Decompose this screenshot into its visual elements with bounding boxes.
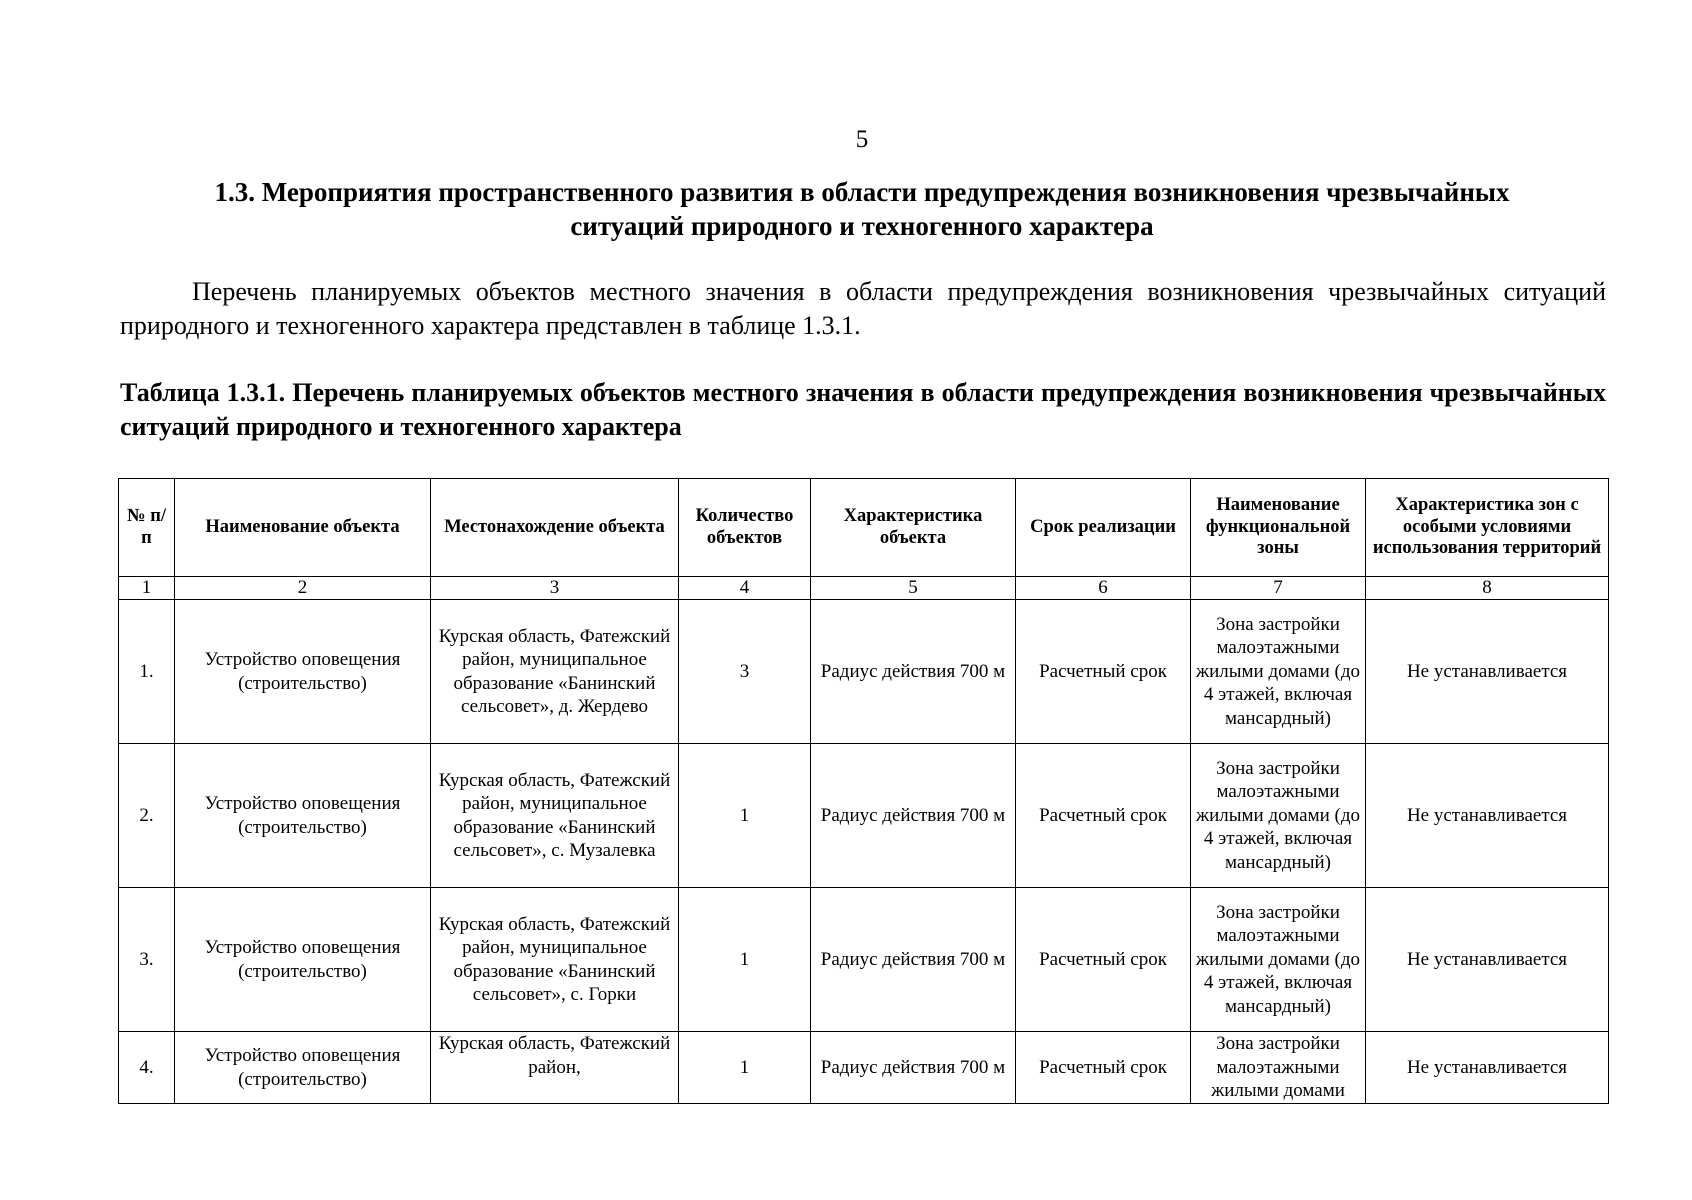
column-number-row	[119, 577, 1609, 600]
count-cell: 1	[679, 744, 811, 888]
table-row	[119, 744, 1609, 888]
location-cell: Курская область, Фатежский район, муниципальное образование «Банинский сельсовет», с. Музалевка	[431, 744, 679, 888]
zone-cell: Зона застройки малоэтажными жилыми домами (до 4 этажей, включая мансардный)	[1191, 744, 1366, 888]
column-number-cell: 8	[1366, 577, 1609, 600]
row-number-cell: 4.	[119, 1032, 175, 1104]
count-cell: 3	[679, 600, 811, 744]
objects-table	[118, 478, 1609, 1104]
table-row	[119, 600, 1609, 744]
column-number-cell: 1	[119, 577, 175, 600]
location-cell: Курская область, Фатежский район,	[431, 1032, 679, 1104]
header-cell: Наименование объекта	[175, 479, 431, 577]
section-title-line-2: ситуаций природного и техногенного характера	[570, 211, 1154, 241]
object-name-cell: Устройство оповещения (строительство)	[175, 600, 431, 744]
header-cell: Местонахождение объекта	[431, 479, 679, 577]
column-number-cell: 4	[679, 577, 811, 600]
special-zones-cell: Не устанавливается	[1366, 1032, 1609, 1104]
table-row	[119, 888, 1609, 1032]
column-number-cell: 6	[1016, 577, 1191, 600]
zone-cell: Зона застройки малоэтажными жилыми домами	[1191, 1032, 1366, 1104]
header-cell: Характеристика зон с особыми условиями использования территорий	[1366, 479, 1609, 577]
location-cell: Курская область, Фатежский район, муниципальное образование «Банинский сельсовет», с. Горки	[431, 888, 679, 1032]
characteristic-cell: Радиус действия 700 м	[811, 744, 1016, 888]
column-number-cell: 2	[175, 577, 431, 600]
header-cell: Характеристика объекта	[811, 479, 1016, 577]
intro-paragraph: Перечень планируемых объектов местного значения в области предупреждения возникновения чрезвычайных ситуаций природного и техногенного характера представлен в таблице 1.3.1.	[120, 277, 1606, 340]
special-zones-cell: Не устанавливается	[1366, 600, 1609, 744]
term-cell: Расчетный срок	[1016, 888, 1191, 1032]
section-title	[150, 175, 1574, 243]
page-number: 5	[855, 126, 869, 153]
zone-cell: Зона застройки малоэтажными жилыми домами (до 4 этажей, включая мансардный)	[1191, 888, 1366, 1032]
characteristic-cell: Радиус действия 700 м	[811, 600, 1016, 744]
column-number-cell: 3	[431, 577, 679, 600]
header-cell: № п/п	[119, 479, 175, 577]
header-cell: Срок реализации	[1016, 479, 1191, 577]
characteristic-cell: Радиус действия 700 м	[811, 888, 1016, 1032]
special-zones-cell: Не устанавливается	[1366, 744, 1609, 888]
header-cell: Количество объектов	[679, 479, 811, 577]
object-name-cell: Устройство оповещения (строительство)	[175, 744, 431, 888]
row-number-cell: 2.	[119, 744, 175, 888]
zone-cell: Зона застройки малоэтажными жилыми домами (до 4 этажей, включая мансардный)	[1191, 600, 1366, 744]
term-cell: Расчетный срок	[1016, 600, 1191, 744]
location-cell: Курская область, Фатежский район, муниципальное образование «Банинский сельсовет», д. Жердево	[431, 600, 679, 744]
section-title-line-1: 1.3. Мероприятия пространственного развития в области предупреждения возникновения чрезвычайных	[214, 177, 1510, 207]
count-cell: 1	[679, 888, 811, 1032]
row-number-cell: 1.	[119, 600, 175, 744]
table-caption: Таблица 1.3.1. Перечень планируемых объектов местного значения в области предупреждения возникновения чрезвычайных ситуаций природного и техногенного характера	[120, 378, 1606, 441]
object-name-cell: Устройство оповещения (строительство)	[175, 1032, 431, 1104]
characteristic-cell: Радиус действия 700 м	[811, 1032, 1016, 1104]
header-cell: Наименование функциональной зоны	[1191, 479, 1366, 577]
row-number-cell: 3.	[119, 888, 175, 1032]
term-cell: Расчетный срок	[1016, 744, 1191, 888]
count-cell: 1	[679, 1032, 811, 1104]
term-cell: Расчетный срок	[1016, 1032, 1191, 1104]
object-name-cell: Устройство оповещения (строительство)	[175, 888, 431, 1032]
special-zones-cell: Не устанавливается	[1366, 888, 1609, 1032]
table-row	[119, 1032, 1609, 1104]
column-number-cell: 7	[1191, 577, 1366, 600]
column-number-cell: 5	[811, 577, 1016, 600]
table-header-row	[119, 479, 1609, 577]
